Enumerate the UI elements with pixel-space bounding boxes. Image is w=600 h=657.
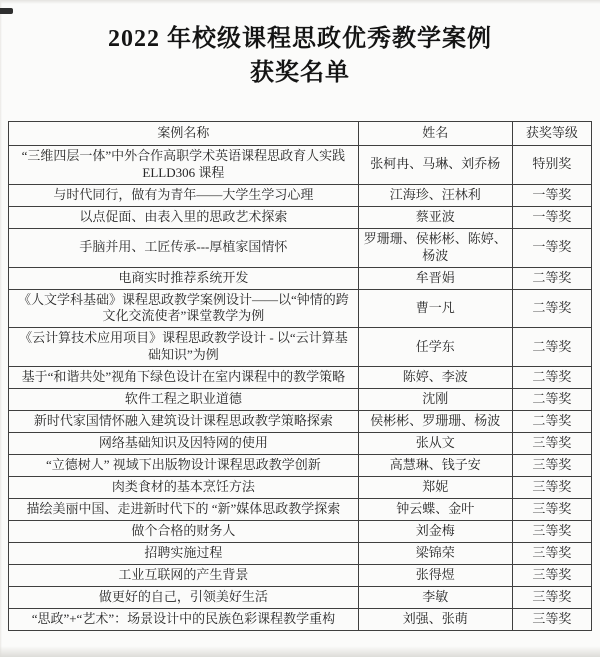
case-name-cell: 做更好的自己，引领美好生活 — [9, 587, 359, 609]
award-level-cell: 一等奖 — [512, 206, 591, 228]
table-row — [9, 477, 592, 499]
table-row — [9, 565, 592, 587]
award-level-cell: 二等奖 — [512, 411, 591, 433]
case-name-cell: 电商实时推荐系统开发 — [9, 267, 359, 289]
case-name-cell: “三维四层一体”中外合作高职学术英语课程思政育人实践 ELLD306 课程 — [9, 146, 359, 185]
award-level-cell: 三等奖 — [512, 565, 591, 587]
document-title — [0, 0, 600, 90]
case-name-cell: 新时代家国情怀融入建筑设计课程思政教学策略探索 — [9, 411, 359, 433]
case-name-cell: 以点促面、由表入里的思政艺术探索 — [9, 206, 359, 228]
table-row — [9, 267, 592, 289]
case-name-cell: 招聘实施过程 — [9, 543, 359, 565]
table-row — [9, 543, 592, 565]
table-row — [9, 455, 592, 477]
award-level-cell: 三等奖 — [512, 433, 591, 455]
names-cell: 罗珊珊、侯彬彬、陈婷、杨波 — [358, 228, 512, 267]
header-award-level: 获奖等级 — [512, 122, 591, 146]
awards-table — [8, 121, 592, 631]
table-row — [9, 206, 592, 228]
table-row — [9, 411, 592, 433]
scan-artifact-left-edge — [0, 0, 2, 657]
names-cell: 任学东 — [358, 328, 512, 367]
case-name-cell: 网络基础知识及因特网的使用 — [9, 433, 359, 455]
award-level-cell: 三等奖 — [512, 499, 591, 521]
award-level-cell: 二等奖 — [512, 367, 591, 389]
case-name-cell: 基于“和谐共处”视角下绿色设计在室内课程中的教学策略 — [9, 367, 359, 389]
award-level-cell: 三等奖 — [512, 587, 591, 609]
award-level-cell: 二等奖 — [512, 267, 591, 289]
table-row — [9, 289, 592, 328]
names-cell: 侯彬彬、罗珊珊、杨波 — [358, 411, 512, 433]
names-cell: 郑妮 — [358, 477, 512, 499]
award-level-cell: 二等奖 — [512, 389, 591, 411]
table-row — [9, 499, 592, 521]
award-level-cell: 三等奖 — [512, 543, 591, 565]
case-name-cell: “立德树人” 视域下出版物设计课程思政教学创新 — [9, 455, 359, 477]
table-row — [9, 146, 592, 185]
case-name-cell: “思政”+“艺术”：场景设计中的民族色彩课程教学重构 — [9, 609, 359, 631]
award-level-cell: 二等奖 — [512, 328, 591, 367]
names-cell: 陈婷、李波 — [358, 367, 512, 389]
names-cell: 李敏 — [358, 587, 512, 609]
table-row — [9, 328, 592, 367]
case-name-cell: 《人文学科基础》课程思政教学案例设计——以“钟情的跨文化交流使者”课堂教学为例 — [9, 289, 359, 328]
table-row — [9, 367, 592, 389]
award-level-cell: 一等奖 — [512, 184, 591, 206]
case-name-cell: 软件工程之职业道德 — [9, 389, 359, 411]
table-row — [9, 389, 592, 411]
award-level-cell: 三等奖 — [512, 609, 591, 631]
names-cell: 张柯冉、马琳、刘乔杨 — [358, 146, 512, 185]
table-row — [9, 609, 592, 631]
award-level-cell: 三等奖 — [512, 477, 591, 499]
case-name-cell: 工业互联网的产生背景 — [9, 565, 359, 587]
names-cell: 江海珍、汪林利 — [358, 184, 512, 206]
table-row — [9, 228, 592, 267]
table-row — [9, 184, 592, 206]
names-cell: 张得煜 — [358, 565, 512, 587]
names-cell: 刘金梅 — [358, 521, 512, 543]
scan-artifact-mark — [0, 8, 13, 14]
case-name-cell: 与时代同行，做有为青年——大学生学习心理 — [9, 184, 359, 206]
case-name-cell: 描绘美丽中国、走进新时代下的 “新”媒体思政教学探索 — [9, 499, 359, 521]
header-case-name: 案例名称 — [9, 122, 359, 146]
header-names: 姓名 — [358, 122, 512, 146]
award-level-cell: 三等奖 — [512, 455, 591, 477]
names-cell: 梁锦荣 — [358, 543, 512, 565]
case-name-cell: 肉类食材的基本烹饪方法 — [9, 477, 359, 499]
award-level-cell: 特别奖 — [512, 146, 591, 185]
case-name-cell: 做个合格的财务人 — [9, 521, 359, 543]
table-row — [9, 521, 592, 543]
names-cell: 蔡亚波 — [358, 206, 512, 228]
award-level-cell: 二等奖 — [512, 289, 591, 328]
scan-artifact-bottom-edge — [0, 646, 600, 657]
names-cell: 高慧琳、钱子安 — [358, 455, 512, 477]
names-cell: 张从文 — [358, 433, 512, 455]
award-level-cell: 一等奖 — [512, 228, 591, 267]
table-row — [9, 433, 592, 455]
names-cell: 牟晋娟 — [358, 267, 512, 289]
names-cell: 沈刚 — [358, 389, 512, 411]
awards-table-header — [9, 122, 592, 146]
case-name-cell: 手脑并用、工匠传承---厚植家国情怀 — [9, 228, 359, 267]
award-level-cell: 三等奖 — [512, 521, 591, 543]
document-title-line1: 2022 年校级课程思政优秀教学案例 — [108, 26, 492, 52]
names-cell: 钟云蝶、金叶 — [358, 499, 512, 521]
document-title-line2: 获奖名单 — [250, 60, 350, 86]
names-cell: 曹一凡 — [358, 289, 512, 328]
names-cell: 刘强、张萌 — [358, 609, 512, 631]
awards-table-body — [9, 146, 592, 631]
table-row — [9, 587, 592, 609]
header-row — [9, 122, 592, 146]
case-name-cell: 《云计算技术应用项目》课程思政教学设计 - 以“云计算基础知识”为例 — [9, 328, 359, 367]
